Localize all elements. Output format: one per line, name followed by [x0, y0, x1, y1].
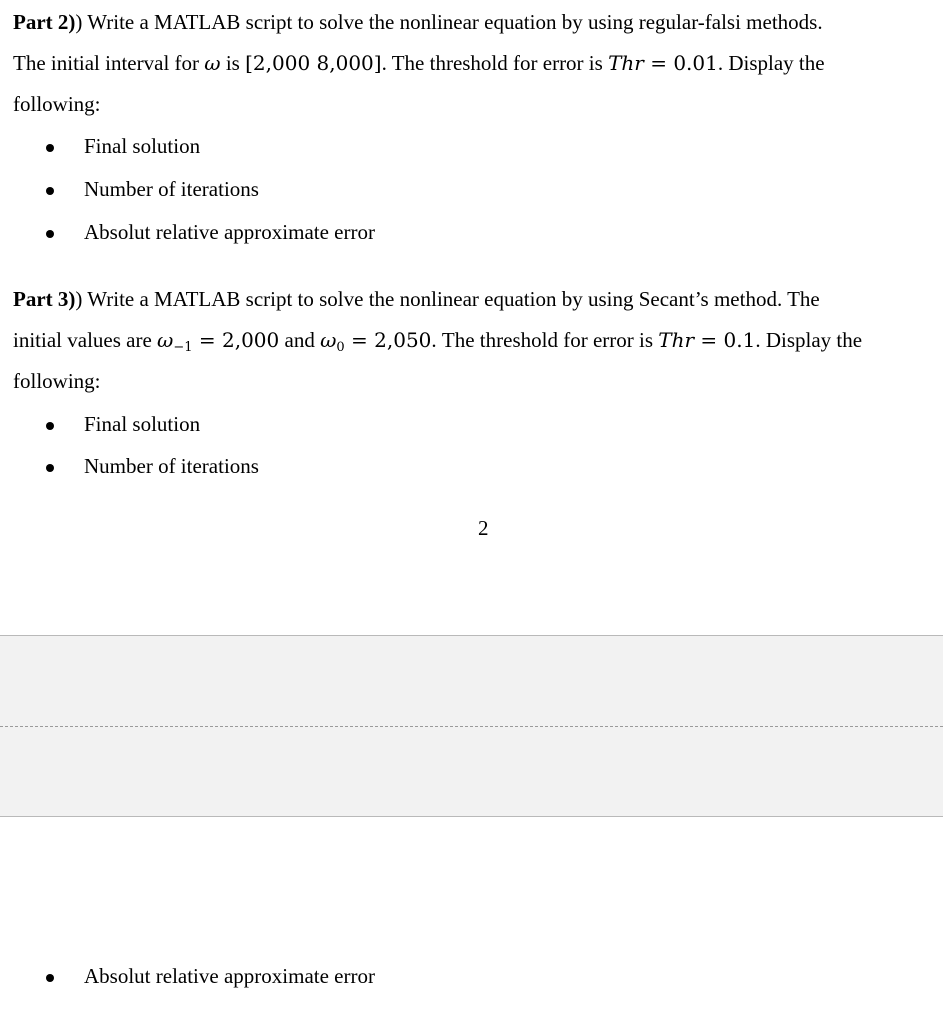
- threshold-expression: Thr = 0.1: [658, 328, 756, 352]
- interval-value: [2,000 8,000]: [245, 51, 382, 75]
- page-number: 2: [478, 516, 489, 540]
- bullet-icon: [46, 464, 54, 472]
- omega-symbol: ω: [204, 51, 221, 75]
- part2-line-3: following:: [13, 92, 101, 116]
- list-item: Absolut relative approximate error: [84, 220, 375, 244]
- list-item: Final solution: [84, 134, 201, 158]
- bullet-icon: [46, 187, 54, 195]
- omega-minus1-expression: $\omega_{-1} = 2,000$: [157, 328, 280, 355]
- part2-line-2: The initial interval for ω is [2,000 8,000]. The threshold for error is Thr = 0.01. Display the: [13, 51, 825, 75]
- bullet-icon: [46, 974, 54, 982]
- part2-intro: ) Write a MATLAB script to solve the nonlinear equation by using regular-falsi methods.: [75, 10, 823, 34]
- part2-label: Part 2: [13, 10, 69, 34]
- page-separator: [0, 635, 943, 817]
- omega-0-expression: $\omega_0 = 2,050$: [320, 328, 432, 355]
- part3-line-3: following:: [13, 369, 101, 393]
- page-break-line: [0, 726, 943, 727]
- bullet-icon: [46, 230, 54, 238]
- list-item: Number of iterations: [84, 177, 259, 201]
- list-item: Final solution: [84, 412, 201, 436]
- part3-intro: ) Write a MATLAB script to solve the nonlinear equation by using Secant’s method. The: [75, 287, 820, 311]
- part2-line-1: Part 2)) Write a MATLAB script to solve the nonlinear equation by using regular-falsi methods.: [13, 10, 823, 34]
- list-item: Absolut relative approximate error: [84, 964, 375, 988]
- part3-label: Part 3: [13, 287, 69, 311]
- bullet-icon: [46, 422, 54, 430]
- part3-line-2: initial values are $\omega_{-1} = 2,000$ and $\omega_0 = 2,050$. The threshold for error is Thr = 0.1. Display the: [13, 328, 863, 355]
- threshold-expression: Thr = 0.01: [608, 51, 718, 75]
- list-item: Number of iterations: [84, 454, 259, 478]
- part3-line-1: Part 3)) Write a MATLAB script to solve the nonlinear equation by using Secant’s method. The: [13, 287, 820, 311]
- bullet-icon: [46, 144, 54, 152]
